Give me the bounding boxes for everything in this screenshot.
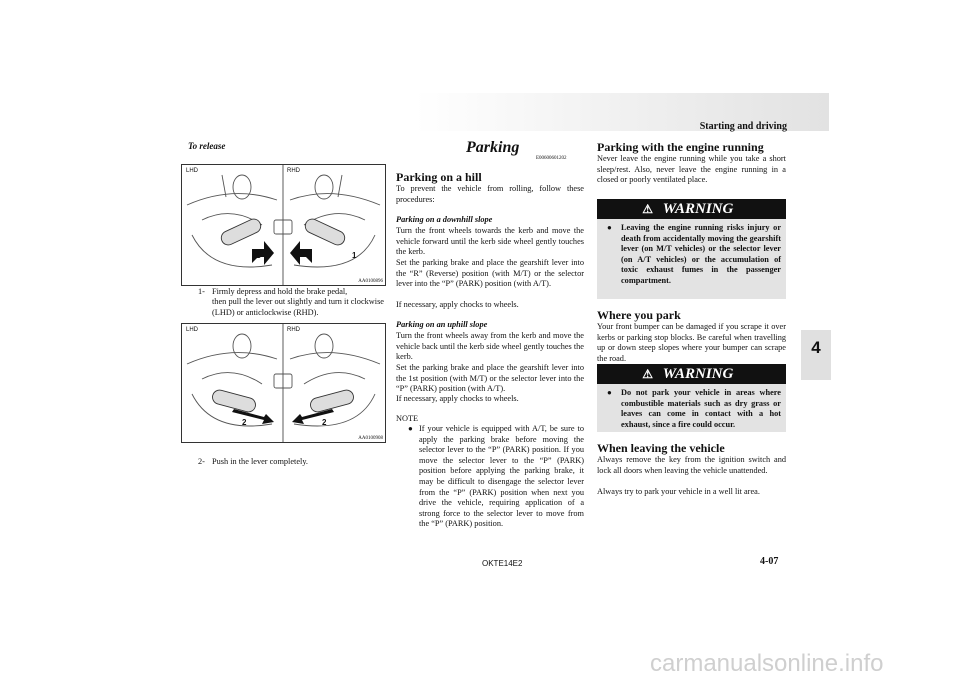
step2-number: 2- <box>198 457 205 466</box>
step1-number: 1- <box>198 287 205 296</box>
step2-text: Push in the lever completely. <box>212 457 309 466</box>
step1-text: then pull the lever out slightly and turn it clockwise (LHD) or anticlockwise (RHD). <box>212 297 384 317</box>
uphill-text1: Turn the front wheels away from the kerb and move the vehicle back until the kerb side wheel gently touches the kerb. <box>396 331 584 362</box>
fig1-lhd-label: LHD <box>186 168 199 174</box>
uphill-text3: If necessary, apply chocks to wheels. <box>396 394 519 403</box>
fig1-rhd-label: RHD <box>287 168 300 174</box>
warning-box-2 <box>597 364 786 432</box>
warning-box-1 <box>597 199 786 299</box>
chapter-tab-number: 4 <box>811 338 821 357</box>
fig2-lhd-label: LHD <box>186 327 199 333</box>
fig2-rhd-label: RHD <box>287 327 300 333</box>
page-number: 4-07 <box>760 556 779 567</box>
note-text: If your vehicle is equipped with A/T, be sure to apply the parking brake before moving the selector lever to the “P” (PARK) position. If you move the selector lever to the “P” (PARK) position before applying the parking brake, it may be difficult to disengage the selector lever from the “P” (PARK) position when next you drive the vehicle, requiring application of a strong force to the selector lever to move from the “P” (PARK) position. <box>419 424 584 529</box>
fig1-code: AA0100896 <box>358 279 383 284</box>
where-you-park-text: Your front bumper can be damaged if you scrape it over kerbs or parking stop blocks. Be careful when travelling up or down steep slopes where your bumper can scrape the road. <box>597 322 786 363</box>
warning-bullet-2: ● <box>607 388 612 397</box>
downhill-text3: If necessary, apply chocks to wheels. <box>396 300 519 309</box>
engine-running-heading: Parking with the engine running <box>597 140 764 154</box>
to-release-heading: To release <box>188 141 226 151</box>
leaving-vehicle-text1: Always remove the key from the ignition switch and lock all doors when leaving the vehicle unattended. <box>597 455 786 475</box>
fig1-callout-lhd: 1 <box>256 251 261 260</box>
note-label: NOTE <box>396 414 419 423</box>
page-title: Parking <box>466 139 520 156</box>
warning-label-1: WARNING <box>662 201 734 217</box>
fig2-code: AA0100908 <box>358 436 383 441</box>
doc-code: OKTE14E2 <box>482 559 523 568</box>
downhill-heading: Parking on a downhill slope <box>396 215 493 224</box>
downhill-text1: Turn the front wheels towards the kerb and move the vehicle forward until the kerb side wheel gently touches the kerb. <box>396 226 584 257</box>
fig1-callout-rhd: 1 <box>352 251 357 260</box>
figure-release-2 <box>181 323 386 443</box>
hill-intro: To prevent the vehicle from rolling, follow these procedures: <box>396 184 584 204</box>
fig2-callout-lhd: 2 <box>242 418 247 427</box>
downhill-text2: Set the parking brake and place the gearshift lever into the “R” (Reverse) position (with M/T) or the selector lever into the “P” (PARK) position (with A/T). <box>396 258 584 289</box>
section-title: Starting and driving <box>699 121 787 132</box>
watermark: carmanualsonline.info <box>650 650 884 677</box>
warning-text-1: Leaving the engine running risks injury or death from accidentally moving the gearshift lever (on M/T vehicles) or the selector lever (on A/T vehicles) or the accumulation of toxic exhaust fumes in the passenger compartment. <box>621 223 781 285</box>
where-you-park-heading: Where you park <box>597 308 681 322</box>
leaving-vehicle-heading: When leaving the vehicle <box>597 441 725 455</box>
warning-label-2: WARNING <box>662 366 734 382</box>
engine-running-text: Never leave the engine running while you take a short sleep/rest. Also, never leave the engine running in a closed or poorly ventilated place. <box>597 154 786 185</box>
step1-line1: Firmly depress and hold the brake pedal, <box>212 287 348 296</box>
figure-release-1 <box>181 164 386 286</box>
uphill-text2: Set the parking brake and place the gearshift lever into the 1st position (with M/T) or the selector lever into the “P” (PARK) position (with A/T). <box>396 363 584 394</box>
dashboard-illustration-1 <box>182 165 385 285</box>
uphill-heading: Parking on an uphill slope <box>396 320 488 329</box>
warning-bullet-1: ● <box>607 223 612 232</box>
warning-header-2 <box>597 364 786 384</box>
warning-text-2: Do not park your vehicle in areas where combustible materials such as dry grass or leaves can come in contact with a hot exhaust, since a fire could occur. <box>621 388 781 429</box>
leaving-vehicle-text2: Always try to park your vehicle in a well lit area. <box>597 487 760 496</box>
warning-header-1 <box>597 199 786 219</box>
dashboard-illustration-2 <box>182 324 385 442</box>
warning-triangle-icon: ⚠ <box>642 367 653 381</box>
note-bullet: ● <box>408 424 413 433</box>
hill-heading: Parking on a hill <box>396 170 482 184</box>
fig2-callout-rhd: 2 <box>322 418 327 427</box>
warning-triangle-icon: ⚠ <box>642 202 653 216</box>
section-code: E00600601202 <box>536 156 567 161</box>
